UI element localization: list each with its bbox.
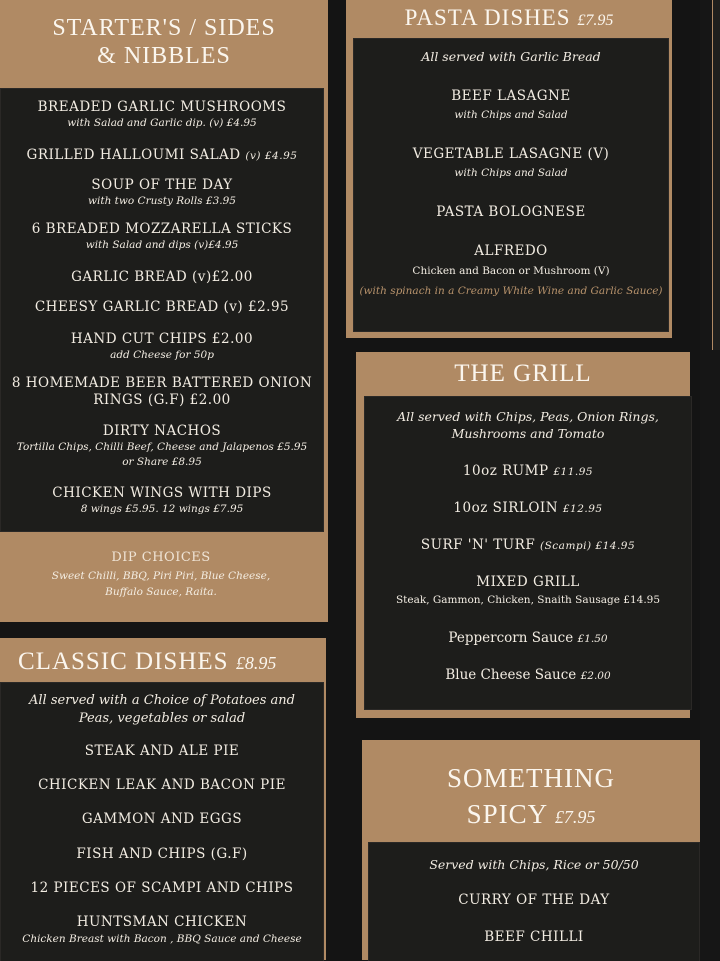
menu-item-desc: with Chips and Salad	[454, 109, 568, 121]
menu-item-name: CHEESY GARLIC BREAD (v) £2.95	[34, 299, 290, 315]
menu-item-name: CURRY OF THE DAY	[458, 892, 610, 908]
classic-intro-line1: All served with a Choice of Potatoes and	[29, 693, 295, 708]
page-edge-accent	[712, 0, 720, 350]
menu-item-name: ALFREDO	[474, 243, 548, 259]
dip-choices-title: DIP CHOICES	[111, 550, 211, 565]
starters-list	[0, 88, 324, 532]
menu-item-name-text: SURF 'N' TURF	[420, 537, 536, 553]
menu-item-price: £11.95	[553, 466, 594, 478]
spicy-title-text: SPICY	[466, 799, 548, 829]
menu-item-name: CHICKEN WINGS WITH DIPS	[52, 485, 272, 501]
menu-item-price: (Scampi) £14.95	[540, 540, 636, 552]
menu-item-name	[365, 500, 691, 516]
menu-item-name: GAMMON AND EGGS	[81, 811, 243, 827]
grill-intro-line1: All served with Chips, Peas, Onion Rings,	[397, 409, 659, 424]
menu-item-desc: with Salad and dips (v)£4.95	[85, 239, 239, 251]
menu-item-name: BEEF CHILLI	[484, 929, 584, 945]
spicy-title-line2	[362, 796, 700, 835]
dip-choices-line1: Sweet Chilli, BBQ, Piri Piri, Blue Cheese,	[51, 570, 271, 582]
menu-item-name: DIRTY NACHOS	[102, 423, 222, 439]
menu-item-name-cont: RINGS (G.F) £2.00	[93, 392, 231, 408]
menu-item-price: (v) £4.95	[245, 150, 298, 162]
menu-item-name	[365, 630, 691, 646]
menu-item-name-text: GRILLED HALLOUMI SALAD	[26, 147, 241, 163]
classic-title	[18, 646, 318, 679]
menu-item-name: STEAK AND ALE PIE	[84, 743, 240, 759]
menu-item-desc: Tortilla Chips, Chilli Beef, Cheese and Jalapenos £5.95	[16, 441, 308, 453]
menu-item-name: FISH AND CHIPS (G.F)	[76, 846, 248, 862]
menu-item-name: BEEF LASAGNE	[451, 88, 571, 104]
menu-item-name: 8 HOMEMADE BEER BATTERED ONION	[11, 375, 313, 391]
menu-item-desc: Steak, Gammon, Chicken, Snaith Sausage £14.95	[395, 594, 661, 606]
menu-item-price: £2.00	[580, 670, 611, 682]
menu-item-desc: add Cheese for 50p	[110, 349, 214, 361]
classic-title-text: CLASSIC DISHES	[18, 648, 229, 675]
menu-item-name: BREADED GARLIC MUSHROOMS	[37, 99, 287, 115]
menu-item-desc: 8 wings £5.95. 12 wings £7.95	[80, 503, 244, 515]
spicy-intro: Served with Chips, Rice or 50/50	[429, 857, 639, 872]
spicy-price: £7.95	[554, 807, 596, 827]
menu-item-desc: Chicken Breast with Bacon , BBQ Sauce and Cheese	[22, 933, 302, 945]
classic-intro-line2: Peas, vegetables or salad	[78, 711, 246, 726]
menu-item-name: VEGETABLE LASAGNE (V)	[412, 146, 610, 162]
starters-title-line1: STARTER'S / SIDES	[52, 15, 276, 41]
menu-item-desc-cont: or Share £8.95	[122, 456, 202, 468]
menu-item-name: SOUP OF THE DAY	[91, 177, 233, 193]
menu-item-desc: with Chips and Salad	[454, 167, 568, 179]
menu-item-name	[365, 537, 691, 553]
menu-item-name-text: 10oz RUMP	[462, 463, 549, 479]
starters-title-line2: & NIBBLES	[97, 43, 231, 69]
menu-item-desc: with two Crusty Rolls £3.95	[88, 195, 236, 207]
pasta-price: £7.95	[577, 12, 614, 29]
menu-item-name	[365, 463, 691, 479]
menu-item-name-text: Blue Cheese Sauce	[445, 667, 577, 683]
pasta-list	[353, 38, 669, 332]
pasta-title-text: PASTA DISHES	[404, 5, 571, 30]
menu-item-name: HAND CUT CHIPS £2.00	[70, 331, 254, 347]
menu-item-name: 6 BREADED MOZZARELLA STICKS	[31, 221, 293, 237]
menu-item-name	[1, 147, 323, 163]
dip-choices-line2: Buffalo Sauce, Raita.	[105, 586, 217, 598]
menu-item-desc: with Salad and Garlic dip. (v) £4.95	[67, 117, 257, 129]
menu-item-name	[365, 667, 691, 683]
starters-title	[0, 14, 328, 70]
menu-item-name-text: 10oz SIRLOIN	[453, 500, 559, 516]
menu-item-name: 12 PIECES OF SCAMPI AND CHIPS	[30, 880, 294, 896]
grill-title: THE GRILL	[454, 360, 592, 387]
menu-item-name: GARLIC BREAD (v)£2.00	[71, 269, 253, 285]
menu-item-note: (with spinach in a Creamy White Wine and Garlic Sauce)	[359, 285, 663, 297]
spicy-title-line1: SOMETHING	[447, 763, 615, 793]
classic-list	[0, 682, 324, 961]
grill-intro-line2: Mushrooms and Tomato	[451, 426, 605, 441]
dip-choices	[0, 540, 322, 610]
spicy-list	[368, 842, 700, 961]
menu-item-name-text: Peppercorn Sauce	[448, 630, 574, 646]
pasta-intro: All served with Garlic Bread	[421, 49, 601, 64]
pasta-title	[346, 4, 672, 35]
menu-item-name: HUNTSMAN CHICKEN	[76, 914, 248, 930]
menu-item-name: CHICKEN LEAK AND BACON PIE	[38, 777, 286, 793]
menu-item-price: £1.50	[577, 633, 608, 645]
menu-item-name: MIXED GRILL	[476, 574, 580, 590]
grill-list	[364, 396, 692, 710]
spicy-title	[362, 760, 700, 835]
menu-item-name: PASTA BOLOGNESE	[436, 204, 586, 220]
classic-price: £8.95	[235, 653, 277, 673]
menu-item-price: £12.95	[562, 503, 603, 515]
menu-item-desc: Chicken and Bacon or Mushroom (V)	[412, 265, 610, 277]
